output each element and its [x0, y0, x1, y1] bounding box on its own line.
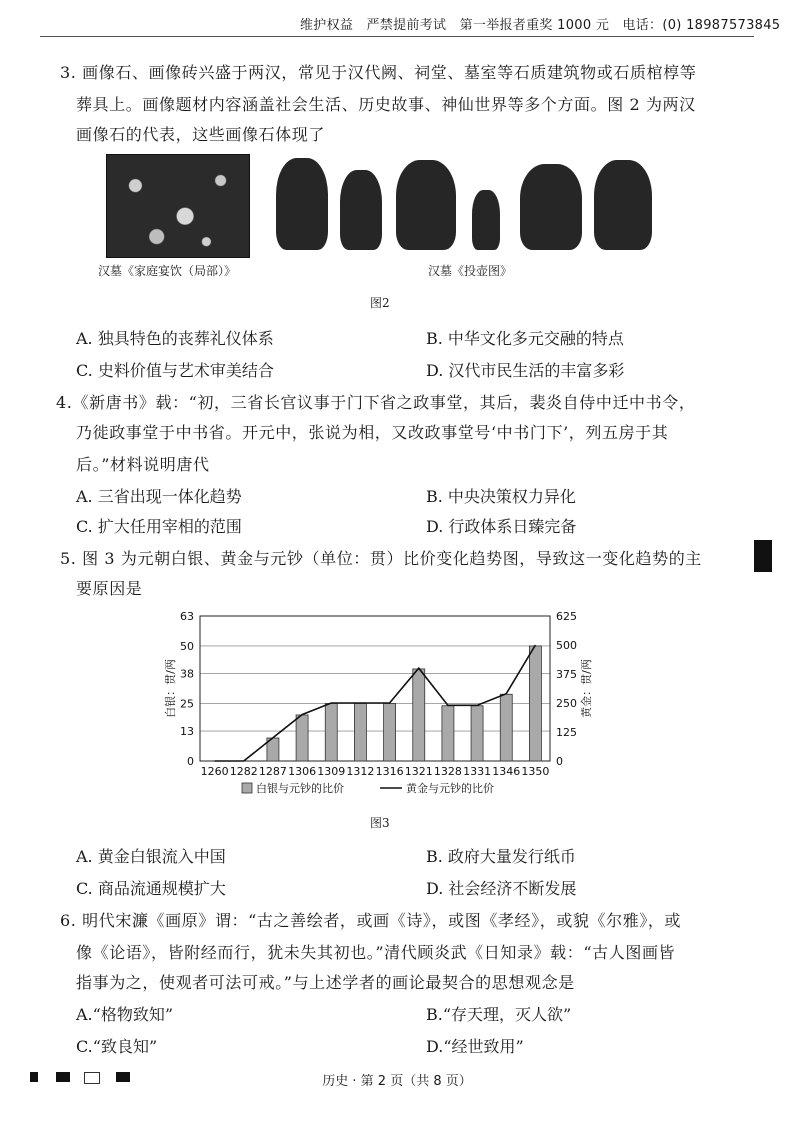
- y-left-tick-label: 0: [187, 755, 194, 768]
- x-tick-label: 1350: [521, 765, 550, 778]
- y-right-tick-label: 375: [556, 668, 577, 681]
- q3-option-b[interactable]: B. 中华文化多元交融的特点: [426, 329, 624, 348]
- q3-option-d[interactable]: D. 汉代市民生活的丰富多彩: [426, 361, 625, 380]
- header-divider: [40, 36, 754, 37]
- q5-option-a[interactable]: A. 黄金白银流入中国: [76, 847, 226, 866]
- legend-label-gold: 黄金与元钞的比价: [406, 782, 494, 795]
- x-tick-label: 1309: [317, 765, 346, 778]
- q6-option-b[interactable]: B.“存天理，灭人欲”: [426, 1005, 572, 1024]
- q4-option-b[interactable]: B. 中央决策权力异化: [426, 487, 576, 506]
- q6-option-d[interactable]: D.“经世致用”: [426, 1037, 524, 1056]
- y-left-tick-label: 25: [180, 697, 194, 711]
- q6-line-1: 6. 明代宋濂《画原》谓：“古之善绘者，或画《诗》，或图《孝经》，或貌《尔雅》，或: [60, 911, 682, 930]
- q4-option-a[interactable]: A. 三省出现一体化趋势: [76, 487, 242, 506]
- y-left-axis-label: 白银：贯/两: [164, 659, 177, 718]
- bar-silver-ratio: [296, 715, 308, 761]
- y-left-tick-label: 50: [180, 639, 194, 653]
- bar-silver-ratio: [500, 694, 512, 761]
- touhu-rubbing-image: [268, 150, 660, 258]
- plot-frame: [200, 616, 550, 761]
- x-tick-label: 1260: [200, 765, 229, 778]
- q5-option-c[interactable]: C. 商品流通规模扩大: [76, 879, 226, 898]
- q6-line-2: 像《论语》，皆附经而行，犹未失其初也。”清代顾炎武《日知录》载：“古人图画皆: [76, 943, 676, 962]
- y-right-axis-label: 黄金：贯/两: [580, 659, 593, 718]
- bar-silver-ratio: [471, 706, 483, 761]
- caption-touhu: 汉墓《投壶图》: [428, 264, 513, 278]
- page-header: 维护权益 严禁提前考试 第一举报者重奖 1000 元 电话：(0) 18987573845: [300, 18, 781, 33]
- y-right-tick-label: 250: [556, 697, 577, 710]
- q6-line-3: 指事为之，使观者可法可戒。”与上述学者的画论最契合的思想观念是: [76, 973, 575, 992]
- q5-line-2: 要原因是: [76, 579, 143, 598]
- y-right-tick-label: 500: [556, 639, 577, 652]
- line-gold-ratio: [215, 645, 536, 761]
- q6-option-c[interactable]: C.“致良知”: [76, 1037, 158, 1056]
- q3-option-a[interactable]: A. 独具特色的丧葬礼仪体系: [76, 329, 274, 348]
- x-tick-label: 1287: [258, 765, 287, 778]
- q4-option-c[interactable]: C. 扩大任用宰相的范围: [76, 517, 242, 536]
- y-left-tick-label: 63: [180, 610, 194, 623]
- bar-silver-ratio: [442, 706, 454, 761]
- family-banquet-rubbing-image: [106, 154, 250, 258]
- q4-line-2: 乃徙政事堂于中书省。开元中，张说为相，又改政事堂号‘中书门下’，列五房于其: [76, 423, 669, 442]
- q4-option-d[interactable]: D. 行政体系日臻完备: [426, 517, 577, 536]
- page-footer: 历史 · 第 2 页（共 8 页）: [322, 1074, 472, 1089]
- q5-option-d[interactable]: D. 社会经济不断发展: [426, 879, 577, 898]
- y-left-tick-label: 13: [180, 725, 194, 739]
- bar-silver-ratio: [413, 669, 425, 761]
- x-tick-label: 1316: [375, 765, 404, 778]
- q3-line-2: 葬具上。画像题材内容涵盖社会生活、历史故事、神仙世界等多个方面。图 2 为两汉: [76, 95, 696, 114]
- q3-line-3: 画像石的代表，这些画像石体现了: [76, 125, 326, 144]
- q4-line-1: 4.《新唐书》载：“初，三省长官议事于门下省之政事堂，其后，裴炎自侍中迁中书令，: [56, 393, 696, 412]
- silver-gold-ratio-chart: [150, 604, 610, 804]
- x-tick-label: 1328: [433, 765, 462, 778]
- q4-line-3: 后。”材料说明唐代: [76, 455, 210, 474]
- figure-2-label: 图2: [370, 296, 390, 310]
- x-tick-label: 1312: [346, 765, 375, 778]
- q3-line-1: 3. 画像石、画像砖兴盛于两汉，常见于汉代阙、祠堂、墓室等石质建筑物或石质棺椁等: [60, 63, 697, 82]
- q6-option-a[interactable]: A.“格物致知”: [76, 1005, 174, 1024]
- q5-line-1: 5. 图 3 为元朝白银、黄金与元钞（单位：贯）比价变化趋势图，导致这一变化趋势的主: [60, 549, 702, 568]
- y-right-tick-label: 625: [556, 610, 577, 623]
- caption-banquet: 汉墓《家庭宴饮（局部）》: [98, 264, 237, 278]
- x-tick-label: 1331: [463, 765, 492, 778]
- x-tick-label: 1282: [229, 765, 258, 778]
- q3-option-c[interactable]: C. 史料价值与艺术审美结合: [76, 361, 274, 380]
- bar-silver-ratio: [384, 703, 396, 761]
- q5-option-b[interactable]: B. 政府大量发行纸币: [426, 847, 576, 866]
- side-tab-mark: [754, 540, 772, 572]
- x-tick-label: 1346: [492, 765, 521, 778]
- y-left-tick-label: 38: [180, 667, 194, 681]
- y-right-tick-label: 125: [556, 726, 577, 739]
- figure-3-label: 图3: [370, 816, 390, 830]
- x-tick-label: 1306: [288, 765, 317, 778]
- x-tick-label: 1321: [404, 765, 433, 778]
- bar-silver-ratio: [325, 703, 337, 761]
- y-right-tick-label: 0: [556, 755, 563, 768]
- legend-label-silver: 白银与元钞的比价: [256, 782, 344, 795]
- bar-silver-ratio: [529, 646, 541, 761]
- legend-swatch-silver: [242, 783, 252, 793]
- bar-silver-ratio: [354, 703, 366, 761]
